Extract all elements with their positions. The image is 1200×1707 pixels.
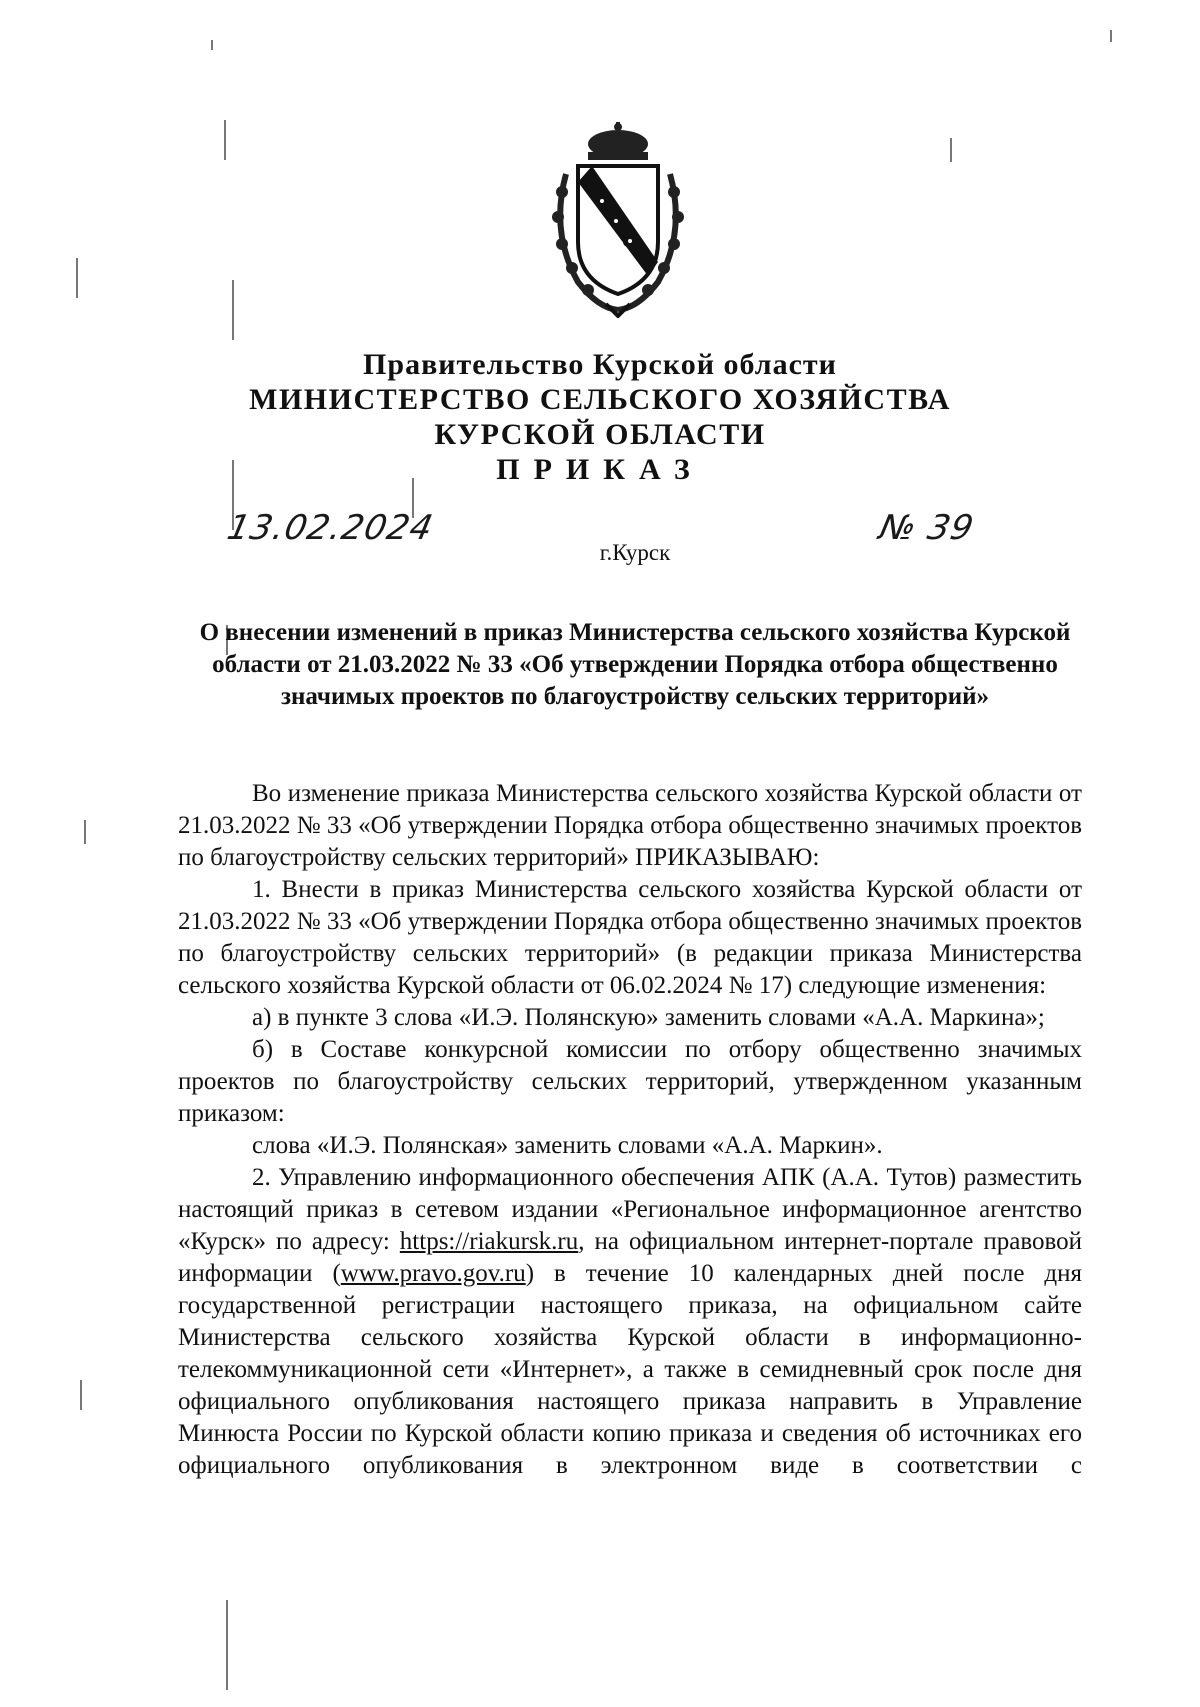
document-type: ПРИКАЗ — [496, 453, 704, 486]
scan-speck — [226, 1600, 228, 1690]
scan-speck — [1110, 30, 1112, 42]
scan-speck — [232, 280, 234, 340]
preamble-paragraph: Во изменение приказа Министерства сельского хозяйства Курской области от 21.03.2022 № 33 «Об утверждении Порядка отбора общественно значимых проектов по благоустройству сельских территорий» ПРИКАЗЫВАЮ: — [178, 780, 1082, 871]
order-number: № 39 — [875, 508, 978, 548]
item-2-text-part2: , на официальном интернет-портале правовой информации ( — [178, 1228, 1082, 1287]
kursk-coat-of-arms-icon — [548, 122, 688, 318]
item-2-paragraph — [178, 1162, 1082, 1482]
government-name: Правительство Курской области — [363, 348, 837, 381]
order-date: 13.02.2024 — [223, 508, 437, 548]
riakursk-link[interactable]: https://riakursk.ru — [399, 1228, 579, 1255]
ministry-name-line2: КУРСКОЙ ОБЛАСТИ — [434, 418, 766, 451]
item-1-paragraph: 1. Внести в приказ Министерства сельского хозяйства Курской области от 21.03.2022 № 33 «Об утверждении Порядка отбора общественно значимых проектов по благоустройству сельских территорий» (в редакции приказа Министерства сельского хозяйства Курской области от 06.02.2024 № 17) следующие изменения: — [178, 876, 1082, 999]
scan-speck — [224, 120, 226, 160]
scan-speck — [950, 138, 952, 162]
item-2-text-part3: ) в течение 10 календарных дней после дня государственной регистрации настоящего приказа, на официальном сайте Министерства сельского хозяйства Курской области в информационно-телекоммуникационной сети «Интернет», а также в семидневный срок после дня официального опубликования настоящего приказа направить в Управление Минюста России по Курской области копию приказа и сведения об источниках его официального опубликования в электронном виде в соответствии с — [178, 1260, 1082, 1479]
item-1b-words-paragraph: слова «И.Э. Полянская» заменить словами «А.А. Маркин». — [252, 1132, 883, 1159]
order-body — [178, 778, 1082, 1482]
order-city: г.Курск — [599, 540, 671, 565]
ministry-name-line1: МИНИСТЕРСТВО СЕЛЬСКОГО ХОЗЯЙСТВА — [249, 383, 951, 416]
scan-speck — [84, 820, 86, 844]
item-1b-paragraph: б) в Составе конкурсной комиссии по отбору общественно значимых проектов по благоустройству сельских территорий, утвержденном указанным приказом: — [178, 1036, 1082, 1127]
pravo-link[interactable]: www.pravo.gov.ru — [340, 1260, 526, 1287]
scan-speck — [211, 40, 213, 50]
item-1a-paragraph: а) в пункте 3 слова «И.Э. Полянскую» заменить словами «А.А. Маркина»; — [252, 1004, 1045, 1031]
item-2-text-part1: 2. Управлению информационного обеспечения АПК (А.А. Тутов) разместить настоящий приказ в сетевом издании «Региональное информационное агентство «Курск» по адресу: — [178, 1164, 1082, 1255]
scan-speck — [76, 258, 78, 298]
scan-speck — [80, 1380, 82, 1410]
order-title: О внесении изменений в приказ Министерства сельского хозяйства Курской области от 21.03.2022 № 33 «Об утверждении Порядка отбора общественно значимых проектов по благоустройству сельских территорий» — [199, 619, 1071, 710]
